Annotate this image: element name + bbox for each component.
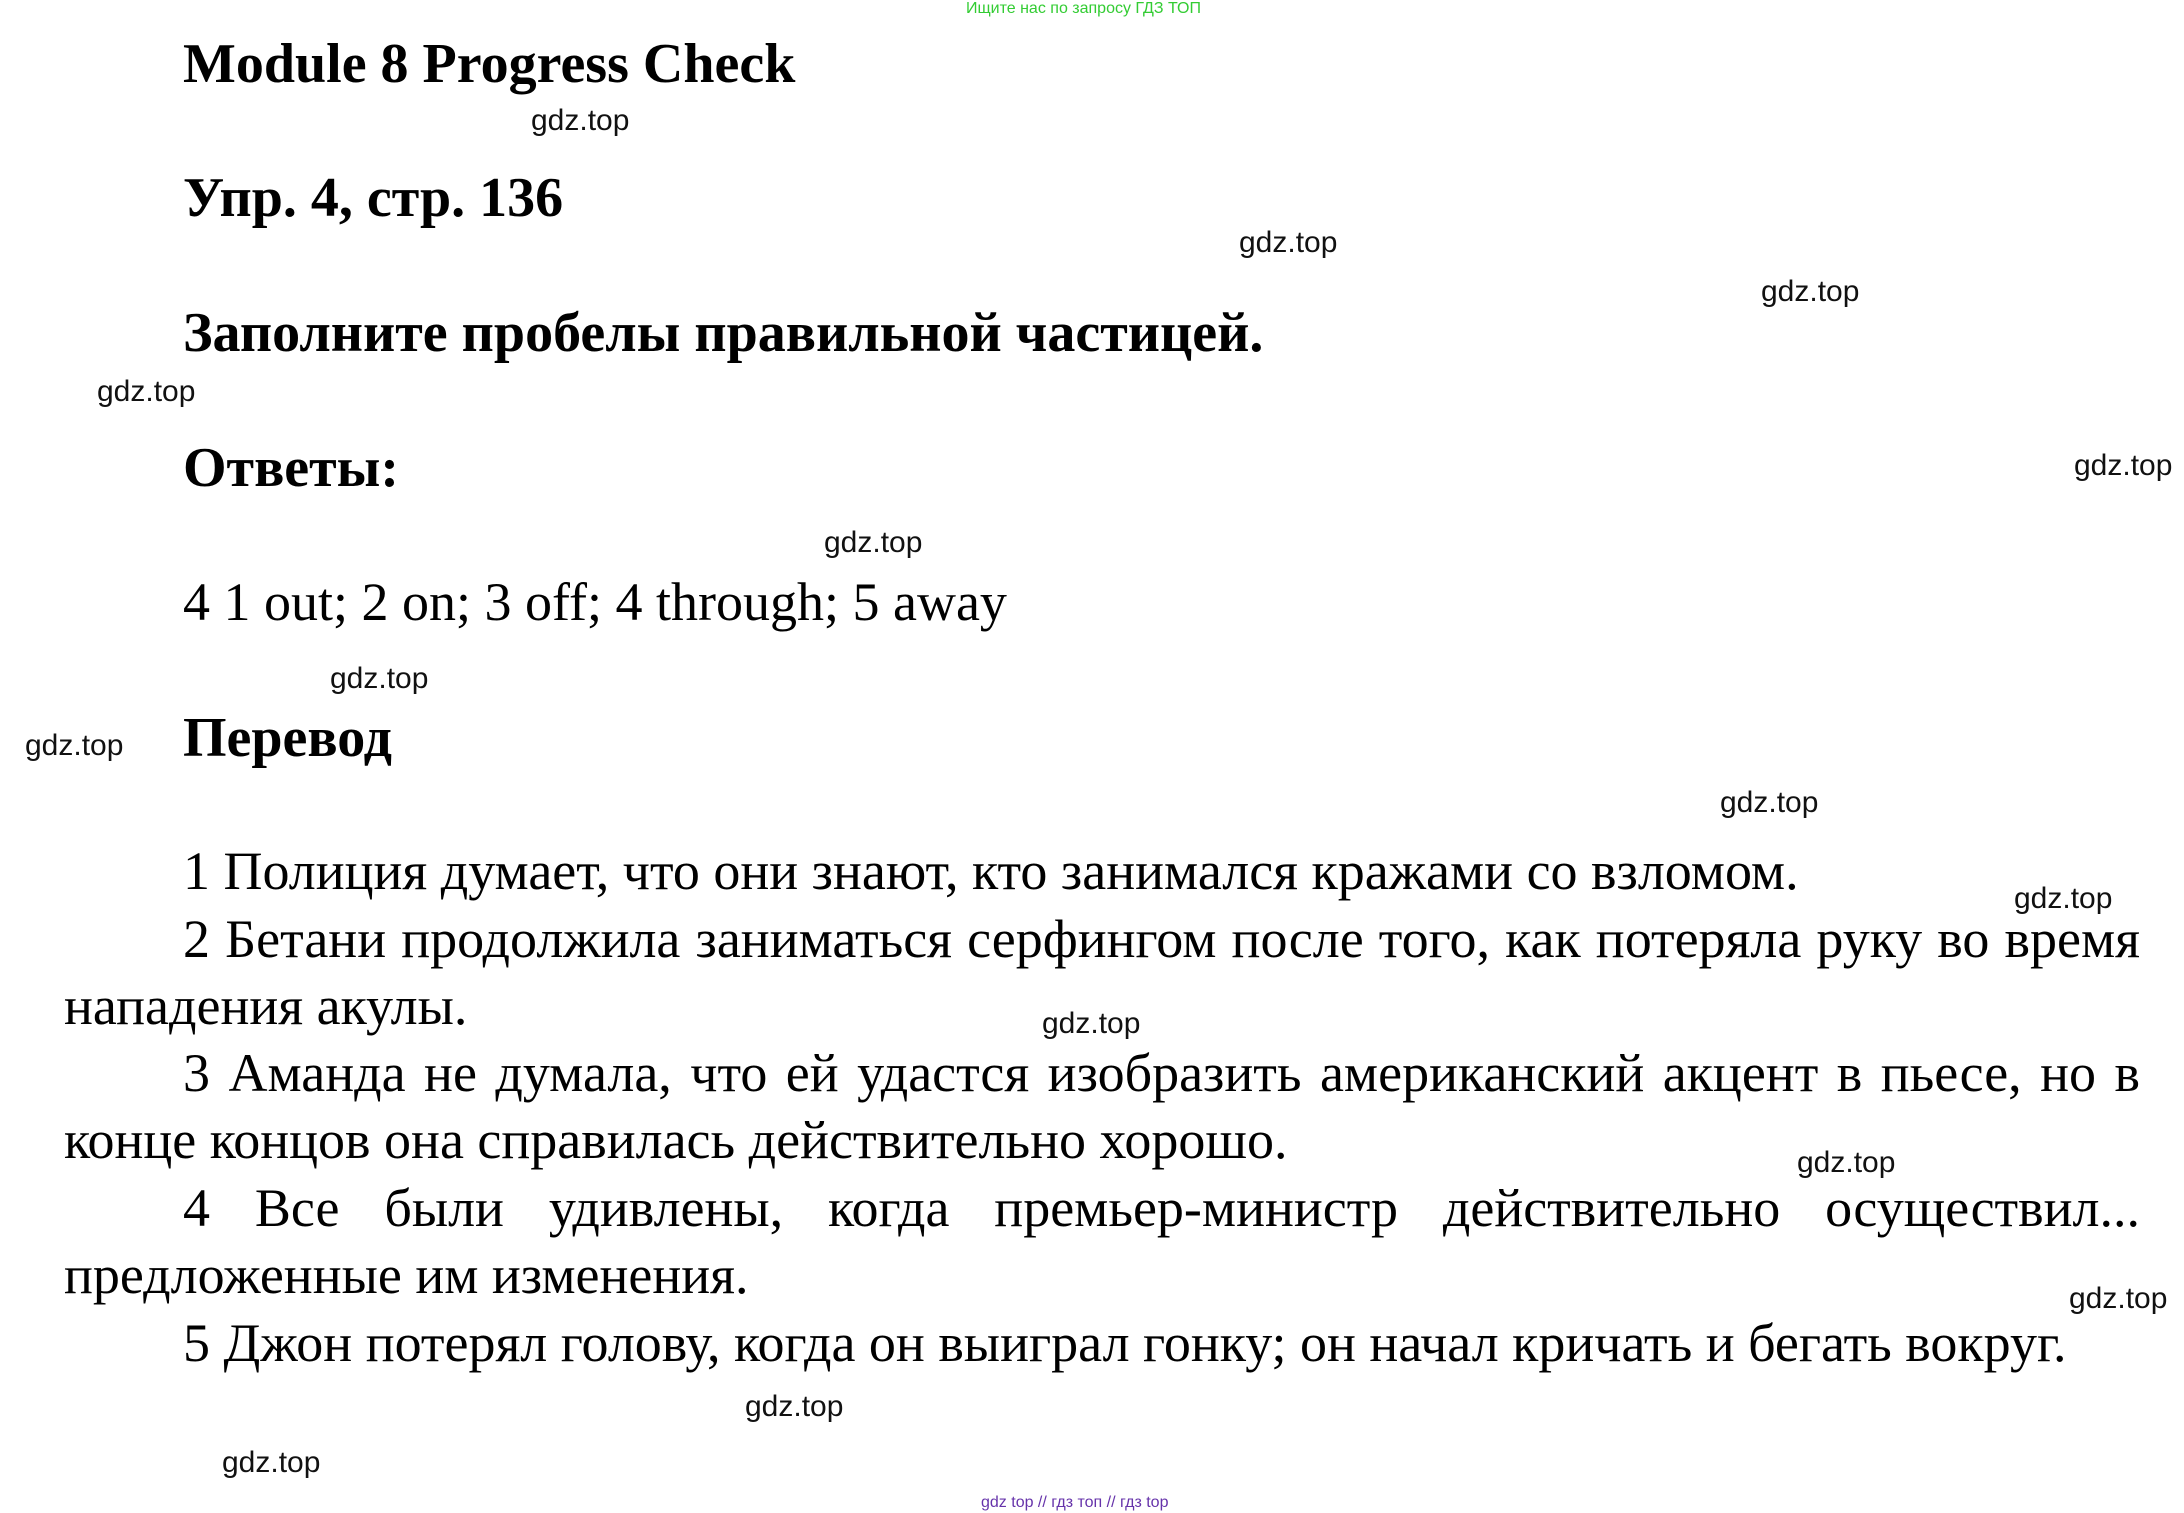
- footer-watermark: gdz top // гдз топ // гдз top: [981, 1494, 1169, 1511]
- watermark: gdz.top: [1720, 786, 1819, 819]
- watermark: gdz.top: [97, 375, 196, 408]
- watermark: gdz.top: [531, 104, 630, 137]
- watermark: gdz.top: [1239, 226, 1338, 259]
- watermark: gdz.top: [2014, 882, 2113, 915]
- watermark: gdz.top: [2074, 449, 2173, 482]
- watermark: gdz.top: [1042, 1007, 1141, 1040]
- translation-item-4: 4 Все были удивлены, когда премьер-министр действительно осуществил... предложенные им изменения.: [64, 1178, 2140, 1305]
- watermark: gdz.top: [745, 1390, 844, 1423]
- watermark: gdz.top: [330, 662, 429, 695]
- answers-text: 4 1 out; 2 on; 3 off; 4 through; 5 away: [183, 572, 1007, 632]
- translation-item-3: 3 Аманда не думала, что ей удастся изобразить американский акцент в пьесе, но в конце концов она справилась действительно хорошо.: [64, 1043, 2140, 1170]
- answers-heading: Ответы:: [183, 437, 400, 499]
- translation-item-5: 5 Джон потерял голову, когда он выиграл гонку; он начал кричать и бегать вокруг.: [183, 1313, 2067, 1373]
- module-title: Module 8 Progress Check: [183, 33, 796, 95]
- exercise-reference: Упр. 4, стр. 136: [183, 167, 564, 229]
- translation-heading: Перевод: [183, 707, 392, 769]
- watermark: gdz.top: [222, 1446, 321, 1479]
- watermark: gdz.top: [2069, 1282, 2168, 1315]
- translation-item-1: 1 Полиция думает, что они знают, кто занимался кражами со взломом.: [183, 841, 1799, 901]
- instruction-heading: Заполните пробелы правильной частицей.: [183, 302, 1264, 364]
- watermark: gdz.top: [1797, 1146, 1896, 1179]
- translation-item-2: 2 Бетани продолжила заниматься серфингом после того, как потеряла руку во время нападения акулы.: [64, 909, 2140, 1036]
- top-banner: Ищите нас по запросу ГДЗ ТОП: [966, 0, 1201, 17]
- watermark: gdz.top: [1761, 275, 1860, 308]
- watermark: gdz.top: [824, 526, 923, 559]
- watermark: gdz.top: [25, 729, 124, 762]
